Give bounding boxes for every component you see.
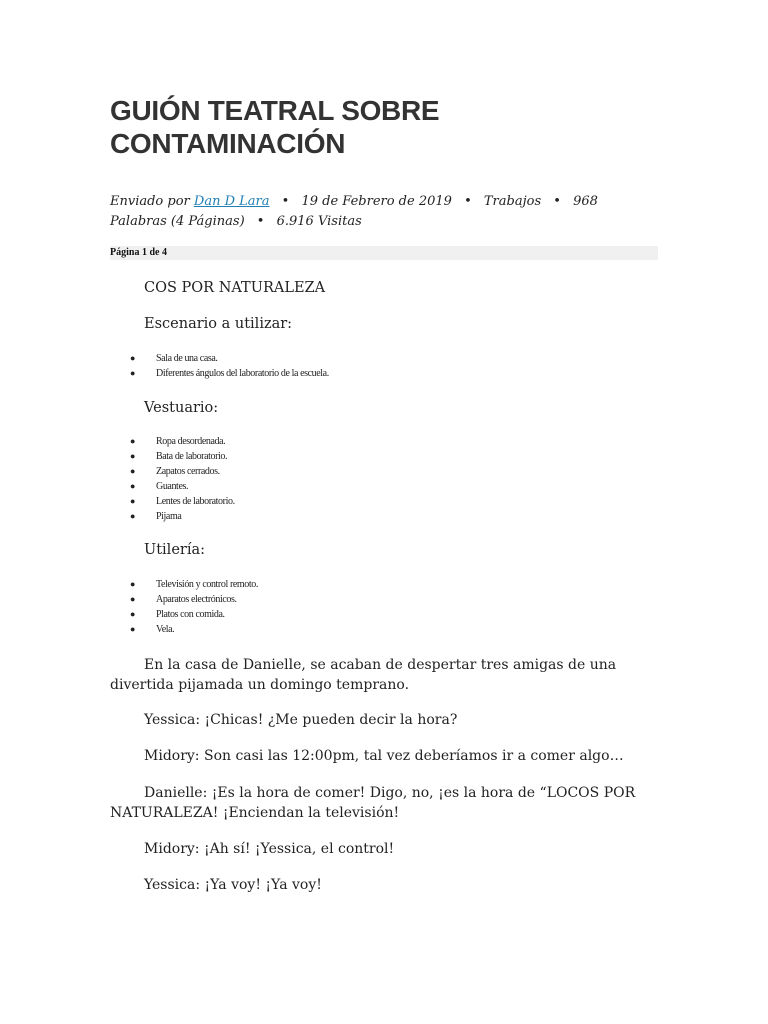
bullet-icon: ●	[130, 496, 136, 506]
document-title: GUIÓN TEATRAL SOBRE CONTAMINACIÓN	[110, 95, 440, 159]
list-item: ● Platos con comida.	[130, 609, 225, 620]
script-paragraph: En la casa de Danielle, se acaban de despertar tres amigas de una divertida pijamada un domingo temprano.	[110, 657, 617, 693]
bullet-icon: ●	[130, 624, 136, 634]
script-paragraph: Midory: Son casi las 12:00pm, tal vez deberíamos ir a comer algo…	[144, 748, 624, 764]
list-item: ● Pijama	[130, 511, 182, 522]
bullet-icon: ●	[130, 451, 136, 461]
list-item: ● Guantes.	[130, 481, 189, 492]
bullet-icon: ●	[130, 353, 136, 363]
bullet-icon: ●	[130, 368, 136, 378]
list-item: ● Zapatos cerrados.	[130, 466, 220, 477]
list-item: ● Bata de laboratorio.	[130, 451, 228, 462]
bullet-icon: ●	[130, 466, 136, 476]
list-item: ● Ropa desordenada.	[130, 436, 226, 447]
bullet-icon: ●	[130, 436, 136, 446]
bullet-icon: ●	[130, 594, 136, 604]
category-label: Trabajos	[483, 194, 542, 209]
list-item: ● Televisión y control remoto.	[130, 579, 258, 590]
visit-count: 6.916 Visitas	[276, 214, 362, 229]
wardrobe-list	[130, 434, 235, 524]
props-label: Utilería:	[144, 542, 206, 558]
word-count: 968 Palabras (4 Páginas)	[110, 194, 598, 229]
props-list	[130, 577, 258, 637]
meta-separator: •	[281, 194, 290, 209]
author-link[interactable]: Dan D Lara	[193, 194, 270, 209]
bullet-icon: ●	[130, 511, 136, 521]
list-item: ● Sala de una casa.	[130, 353, 218, 364]
scenario-list	[130, 351, 329, 381]
script-paragraph: Yessica: ¡Chicas! ¿Me pueden decir la hora?	[144, 712, 458, 728]
document-meta	[110, 192, 658, 232]
list-item: ● Lentes de laboratorio.	[130, 496, 235, 507]
sent-by-label: Enviado por	[110, 194, 190, 209]
list-item: ● Vela.	[130, 624, 175, 635]
bullet-icon: ●	[130, 579, 136, 589]
script-paragraph: Midory: ¡Ah sí! ¡Yessica, el control!	[144, 841, 395, 857]
bullet-icon: ●	[130, 481, 136, 491]
meta-separator: •	[256, 214, 265, 229]
scenario-label: Escenario a utilizar:	[144, 316, 293, 332]
script-paragraph: Yessica: ¡Ya voy! ¡Ya voy!	[144, 877, 322, 893]
page-indicator: Página 1 de 4	[110, 246, 658, 260]
list-item: ● Diferentes ángulos del laboratorio de la escuela.	[130, 368, 329, 379]
bullet-icon: ●	[130, 609, 136, 619]
meta-separator: •	[464, 194, 472, 209]
publish-date: 19 de Febrero de 2019	[301, 194, 452, 209]
heading-line: COS POR NATURALEZA	[144, 280, 326, 296]
wardrobe-label: Vestuario:	[144, 400, 219, 416]
list-item: ● Aparatos electrónicos.	[130, 594, 237, 605]
script-paragraph: Danielle: ¡Es la hora de comer! Digo, no, ¡es la hora de “LOCOS POR NATURALEZA! ¡Enciendan la televisión!	[110, 785, 636, 821]
meta-separator: •	[553, 194, 561, 209]
